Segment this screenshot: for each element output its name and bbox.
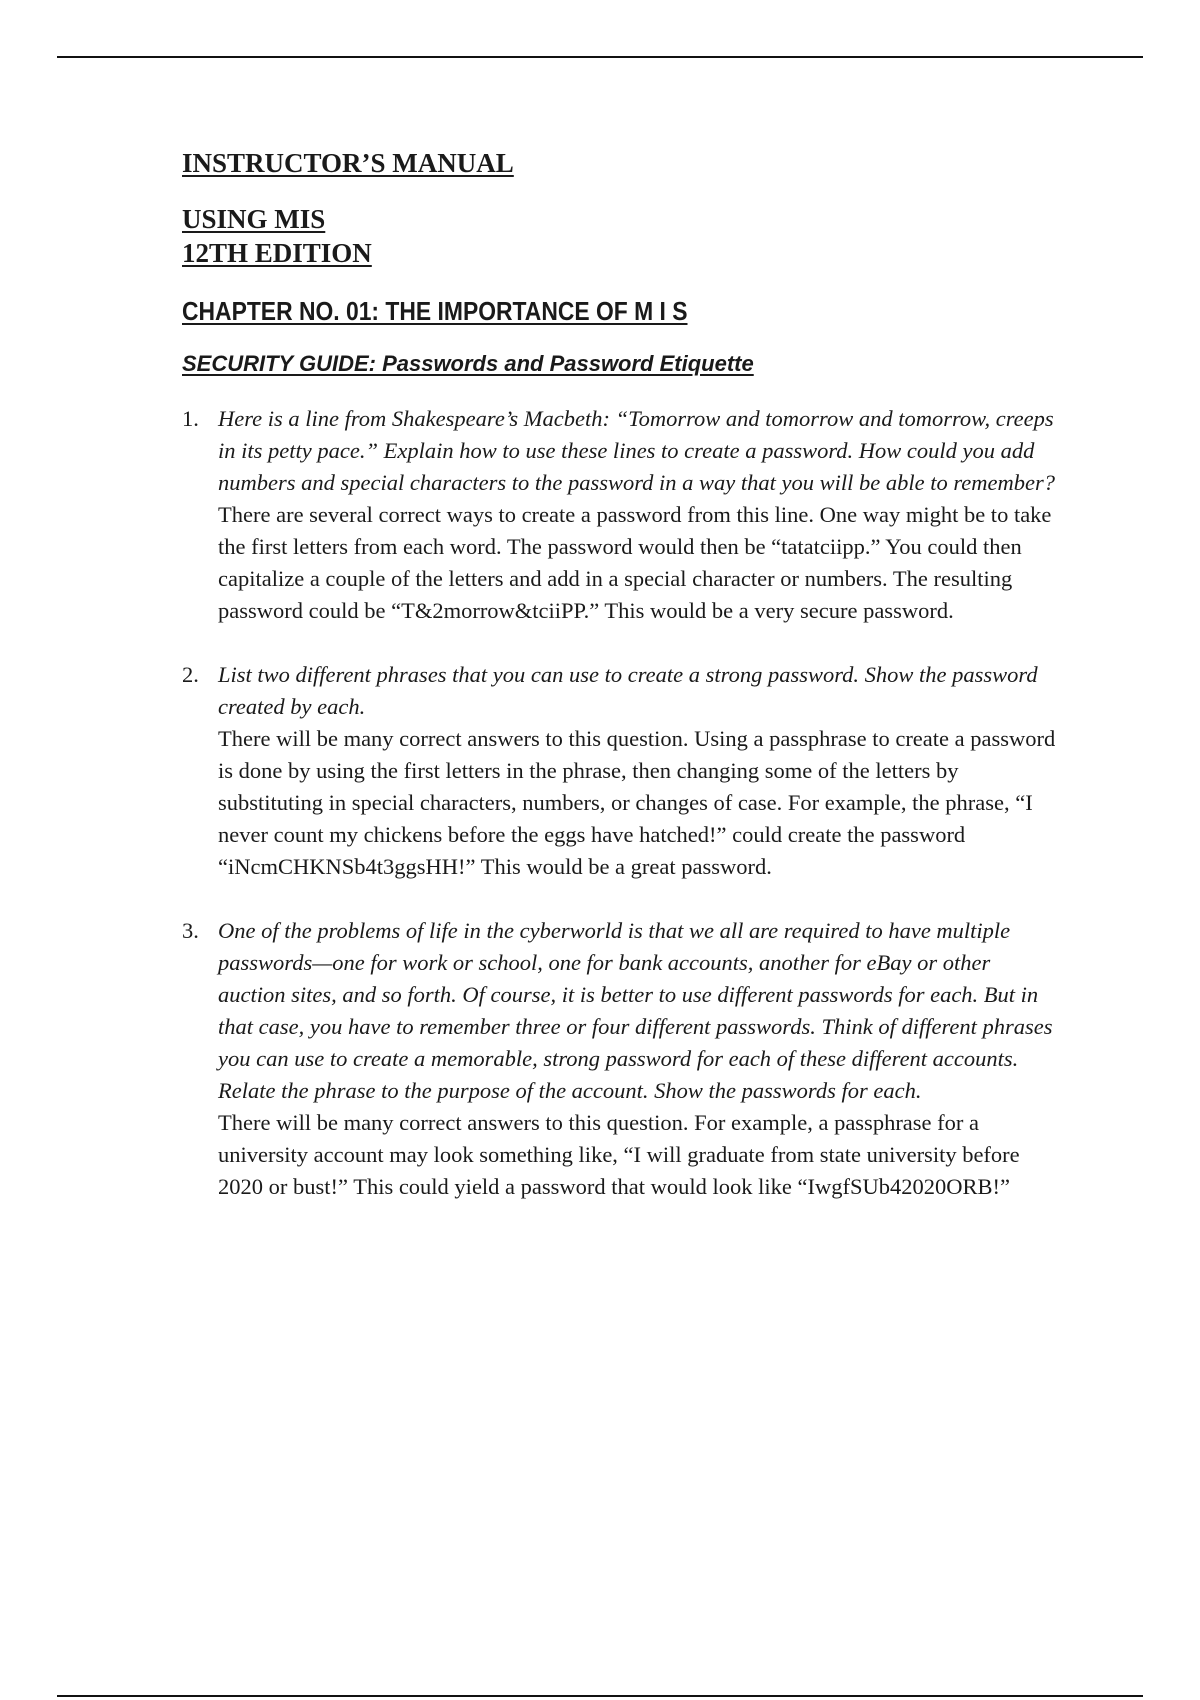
question-item [182, 915, 1062, 1203]
question-text: List two different phrases that you can use to create a strong password. Show the password created by each. [218, 662, 1038, 719]
question-item [182, 659, 1062, 883]
bottom-rule [57, 1695, 1143, 1697]
book-edition: 12TH EDITION [182, 238, 372, 268]
section-title: SECURITY GUIDE: Passwords and Password Etiquette [182, 351, 754, 376]
question-item [182, 403, 1062, 627]
top-rule [57, 56, 1143, 58]
question-list [182, 403, 1062, 1203]
answer-text: There will be many correct answers to this question. For example, a passphrase for a university account may look something like, “I will graduate from state university before 2020 or bust!” This could yield a password that would look like “IwgfSUb42020ORB!” [218, 1110, 1020, 1199]
question-number: 3. [182, 918, 199, 943]
answer-text: There are several correct ways to create a password from this line. One way might be to take the first letters from each word. The password would then be “tatatciipp.” You could then capitalize a couple of the letters and add in a special character or numbers. The resulting password could be “T&2morrow&tciiPP.” This would be a very secure password. [218, 502, 1052, 623]
chapter-title: CHAPTER NO. 01: THE IMPORTANCE OF M I S [182, 296, 688, 326]
document-body [182, 140, 1062, 1235]
book-title: USING MIS [182, 204, 326, 234]
book-info [182, 202, 1062, 270]
question-text: Here is a line from Shakespeare’s Macbeth: “Tomorrow and tomorrow and tomorrow, creeps in its petty pace.” Explain how to use these lines to create a password. How could you add numbers and special characters to the password in a way that you will be able to remember? [218, 406, 1055, 495]
question-text: One of the problems of life in the cyberworld is that we all are required to have multiple passwords—one for work or school, one for bank accounts, another for eBay or other auction sites, and so forth. Of course, it is better to use different passwords for each. But in that case, you have to remember three or four different passwords. Think of different phrases you can use to create a memorable, strong password for each of these different accounts. Relate the phrase to the purpose of the account. Show the passwords for each. [218, 918, 1053, 1103]
answer-text: There will be many correct answers to this question. Using a passphrase to create a password is done by using the first letters in the phrase, then changing some of the letters by substituting in special characters, numbers, or changes of case. For example, the phrase, “I never count my chickens before the eggs have hatched!” could create the password “iNcmCHKNSb4t3ggsHH!” This would be a great password. [218, 726, 1056, 879]
question-number: 2. [182, 662, 199, 687]
manual-title: INSTRUCTOR’S MANUAL [182, 148, 514, 178]
question-number: 1. [182, 406, 199, 431]
